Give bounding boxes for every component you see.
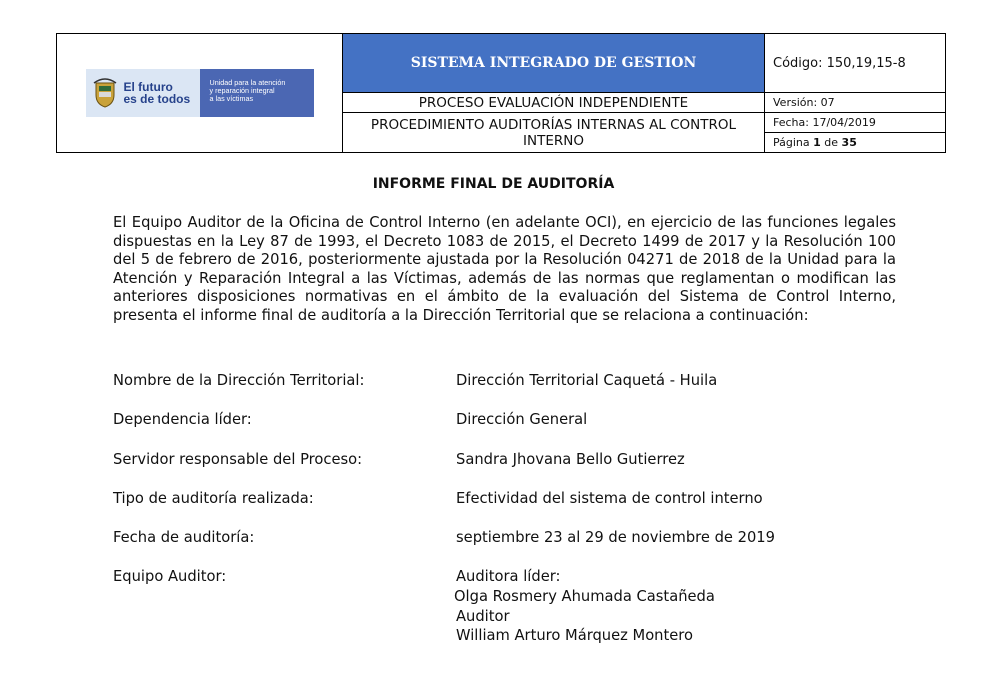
field-label-audit-type: Tipo de auditoría realizada:: [113, 490, 314, 507]
system-title: SISTEMA INTEGRADO DE GESTION: [343, 34, 765, 93]
team-auditor-name: William Arturo Márquez Montero: [456, 627, 693, 644]
field-label-team: Equipo Auditor:: [113, 568, 227, 585]
document-title: INFORME FINAL DE AUDITORÍA: [372, 176, 615, 192]
procedure-name: PROCEDIMIENTO AUDITORÍAS INTERNAS AL CONTROL INTERNO: [343, 113, 765, 153]
logo-cell: [57, 34, 343, 153]
team-auditor-role: Auditor: [456, 608, 510, 625]
field-label-territorial: Nombre de la Dirección Territorial:: [113, 372, 365, 389]
field-value-dependency: Dirección General: [456, 411, 588, 428]
page-number: 1: [813, 136, 821, 149]
document-header-table: [56, 33, 946, 153]
team-lead-role: Auditora líder:: [456, 568, 561, 585]
team-lead-name: Olga Rosmery Ahumada Castañeda: [454, 588, 715, 605]
document-code: Código: 150,19,15-8: [765, 34, 946, 93]
field-value-audit-date: septiembre 23 al 29 de noviembre de 2019: [456, 529, 775, 546]
field-label-responsible: Servidor responsable del Proceso:: [113, 451, 363, 468]
page-label: Página: [773, 136, 810, 149]
logo-line-1: El futuro: [123, 80, 173, 94]
logo-tagline: [200, 69, 314, 117]
field-label-audit-date: Fecha de auditoría:: [113, 529, 255, 546]
page-indicator: [765, 133, 945, 152]
process-name: PROCESO EVALUACIÓN INDEPENDIENTE: [343, 93, 765, 113]
logo-line-2: es de todos: [123, 92, 191, 106]
field-value-audit-type: Efectividad del sistema de control interno: [456, 490, 763, 507]
logo-text: [124, 81, 192, 105]
document-date: Fecha: 17/04/2019: [765, 113, 945, 133]
institution-logo: [86, 69, 314, 117]
field-value-territorial: Dirección Territorial Caquetá - Huila: [456, 372, 718, 389]
intro-paragraph: El Equipo Auditor de la Oficina de Control Interno (en adelante OCI), en ejercicio de las funciones legales dispuestas en la Ley 87 de 1993, el Decreto 1083 de 2015, el Decreto 1499 de 2017 y la Resolución 100 del 5 de febrero de 2016, posteriormente ajustada por la Resolución 04271 de 2018 de la Unidad para la Atención y Reparación Integral a las Víctimas, además de las normas que reglamentan o modifican las anteriores disposiciones normativas en el ámbito de la evaluación del Sistema de Control Interno, presenta el informe final de auditoría a la Dirección Territorial que se relaciona a continuación:: [113, 214, 896, 324]
page-total: 35: [841, 136, 857, 149]
field-value-responsible: Sandra Jhovana Bello Gutierrez: [456, 451, 685, 468]
logo-tag-2: y reparación integral: [209, 86, 275, 95]
document-version: Versión: 07: [765, 93, 946, 113]
date-page-cell: [765, 113, 946, 153]
logo-tag-1: Unidad para la atención: [209, 78, 286, 87]
logo-tag-3: a las víctimas: [209, 94, 254, 103]
coat-of-arms-icon: [92, 77, 118, 109]
field-label-dependency: Dependencia líder:: [113, 411, 252, 428]
page-of: de: [824, 136, 839, 149]
